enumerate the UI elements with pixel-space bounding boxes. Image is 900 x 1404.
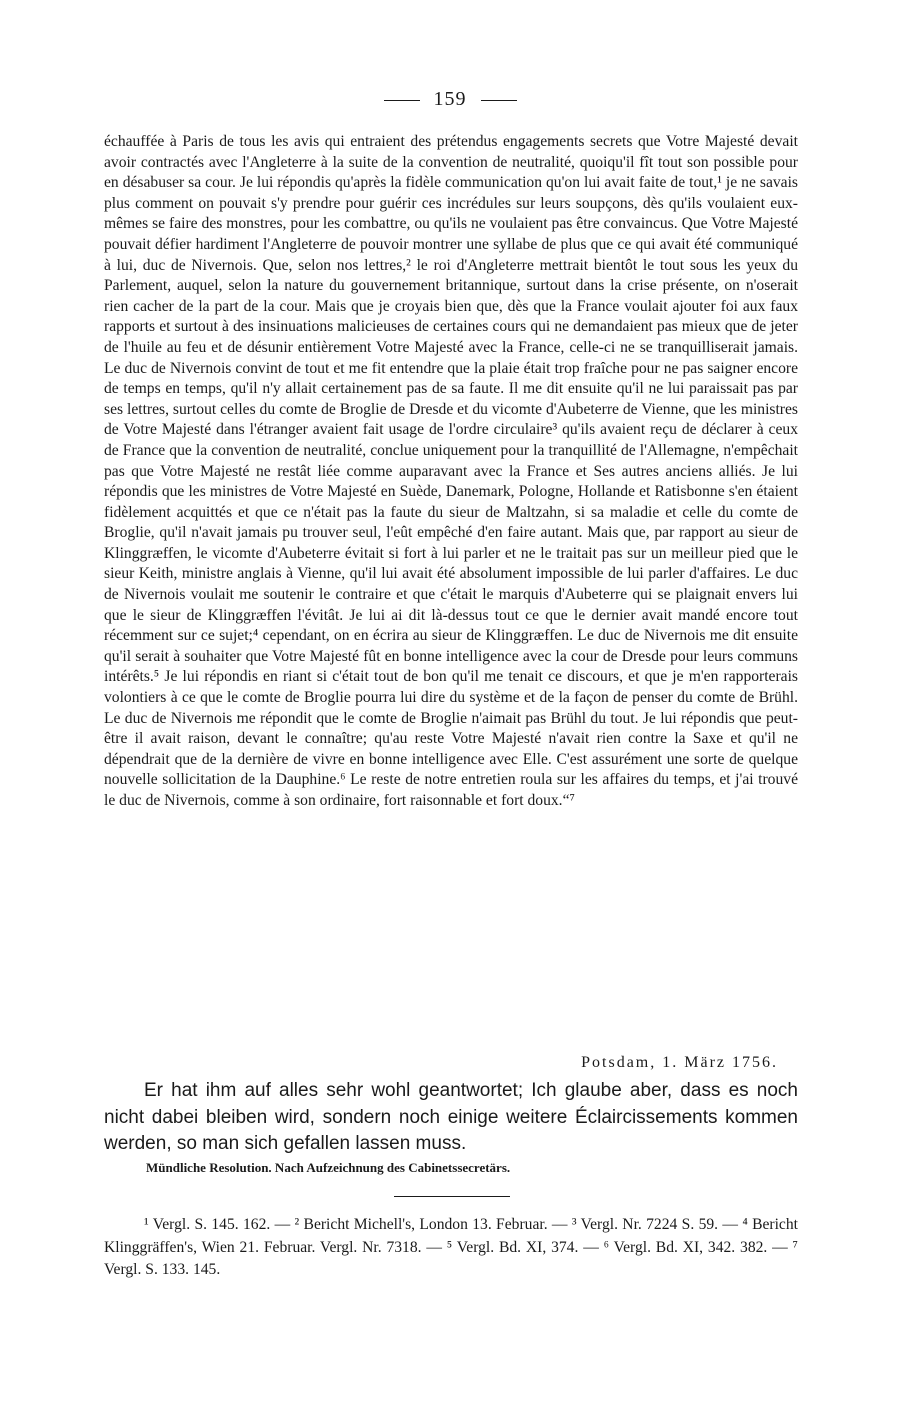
resolution-paragraph: Er hat ihm auf alles sehr wohl geantwortet; Ich glaube aber, dass es noch nicht dabei bleiben wird, sondern noch einige weitere Éclaircissements kommen werden, so man sich gefallen lassen muss. bbox=[104, 1080, 798, 1154]
dateline: Potsdam, 1. März 1756. bbox=[581, 1054, 778, 1071]
footnote-divider bbox=[394, 1196, 510, 1197]
header-dash-right bbox=[481, 100, 517, 101]
page-header bbox=[0, 88, 900, 111]
main-text bbox=[104, 132, 798, 812]
header-dash-left bbox=[384, 100, 420, 101]
source-note: Mündliche Resolution. Nach Aufzeichnung des Cabinetssecretärs. bbox=[146, 1160, 511, 1175]
footnotes: ¹ Vergl. S. 145. 162. — ² Bericht Michell's, London 13. Februar. — ³ Vergl. Nr. 7224 S. 59. — ⁴ Bericht Klinggräffen's, Wien 21. Februar. Vergl. Nr. 7318. — ⁵ Vergl. Bd. XI, 374. — ⁶ Vergl. Bd. XI, 342. 382. — ⁷ Vergl. S. 133. 145. bbox=[104, 1216, 798, 1278]
page-number: 159 bbox=[433, 88, 467, 110]
body-paragraph: échauffée à Paris de tous les avis qui entraient des prétendus engagements secrets que Votre Majesté devait avoir contractés avec l'Angleterre à la suite de la convention de neutralité, quoiqu'il fît tout son possible pour en désabuser sa cour. Je lui répondis qu'après la fidèle communication qu'on lui avait faite de tout,¹ je ne savais plus comment on pouvait s'y prendre pour guérir ces incrédules sur leurs soupçons, dès qu'ils voulaient eux-mêmes se faire des monstres, pour les combattre, ou qu'ils ne voulaient pas être convaincus. Que Votre Majesté pouvait défier hardiment l'Angleterre de pouvoir montrer une syllabe de plus que ce qui avait été communiqué à lui, duc de Nivernois. Que, selon nos lettres,² le roi d'Angleterre mettrait bientôt le tout sous les yeux du Parlement, auquel, selon la nature du gouvernement britannique, surtout dans la crise présente, on n'oserait rien cacher de la part de la cour. Mais que je croyais bien que, dès que la France voulait ajouter foi aux faux rapports et surtout à des insinuations malicieuses de certaines cours qui ne demandaient pas mieux que de jeter de l'huile au feu et de désunir entièrement Votre Majesté avec la France, celle-ci ne se tranquilliserait jamais. Le duc de Nivernois convint de tout et me fit entendre que la plaie était trop fraîche pour ne pas saigner encore de temps en temps, qu'il n'y allait certainement pas de sa faute. Il me dit ensuite qu'il ne lui paraissait pas par ses lettres, surtout celles du comte de Broglie de Dresde et du vicomte d'Aubeterre de Vienne, que les ministres de Votre Majesté dans l'étranger avaient fait usage de l'ordre circulaire³ qu'ils avaient reçu de déclarer à ceux de France que la convention de neutralité, conclue uniquement pour la tranquillité de l'Allemagne, n'empêchait pas que Votre Majesté ne restât liée comme auparavant avec la France et Ses autres anciens alliés. Je lui répondis que les ministres de Votre Majesté en Suède, Danemark, Pologne, Hollande et Ratisbonne s'en étaient fidèlement acquittés et que ce n'était pas la faute du sieur de Maltzahn, si sa maladie et celle du comte de Broglie, qu'il n'avait jamais pu trouver seul, l'eût empêché d'en faire autant. Mais que, par rapport au sieur de Klinggræffen, le vicomte d'Aubeterre évitait si fort à lui parler et ne le traitait pas sur un meilleur pied que le sieur Keith, ministre anglais à Vienne, qu'il lui avait été absolument impossible de lui parler d'affaires. Le duc de Nivernois voulait me soutenir le contraire et que c'était le marquis d'Aubeterre qui se plaignait envers lui que le sieur de Klinggræffen l'évitât. Je lui ai dit là-dessus tout ce que le dernier avait mandé encore tout récemment sur ce sujet;⁴ cependant, on en écrira au sieur de Klinggræffen. Le duc de Nivernois me dit ensuite qu'il serait à souhaiter que Votre Majesté fût en bonne intelligence avec la cour de Dresde pour leurs communs intérêts.⁵ Je lui répondis en riant si c'était tout de bon qu'il me tenait ce discours, et que je m'en rapporterais volontiers à ce que le comte de Broglie pourra lui dire du système et de la façon de penser du comte de Brühl. Le duc de Nivernois me répondit que le comte de Broglie n'aimait pas Brühl du tout. Je lui répondis que peut-être il avait raison, devant le connaître; qu'au reste Votre Majesté n'avait rien contre la Saxe et qu'il ne dépendrait que de la dernière de vivre en bonne intelligence avec Elle. C'est assurément une sorte de quelque nouvelle sollicitation de la Dauphine.⁶ Le reste de notre entretien roula sur les affaires du temps, et j'ai trouvé le duc de Nivernois, comme à son ordinaire, fort raisonnable et fort doux.“⁷ bbox=[104, 133, 798, 809]
